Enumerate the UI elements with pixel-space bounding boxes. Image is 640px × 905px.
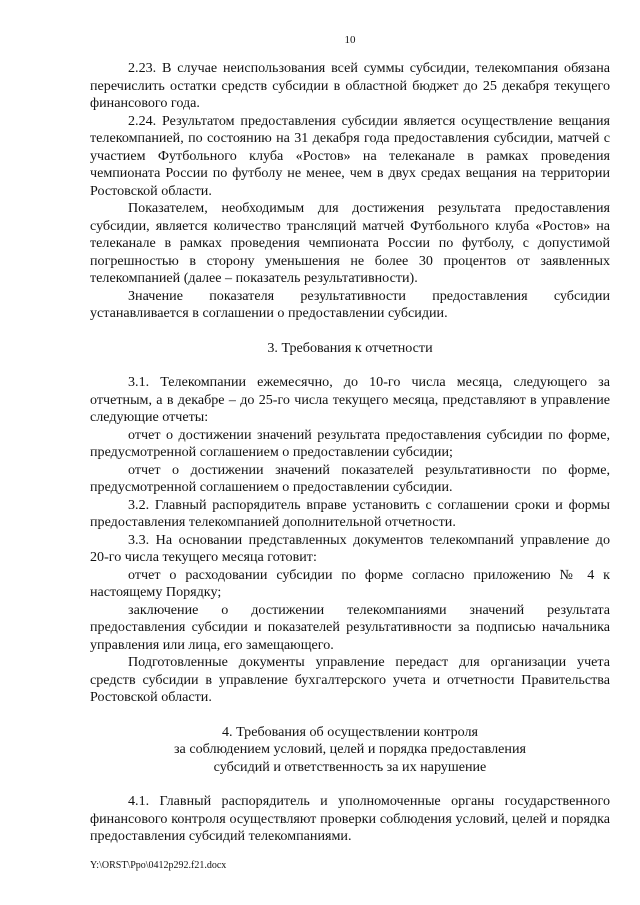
- footer-file-path: Y:\ORST\Ppo\0412p292.f21.docx: [90, 860, 227, 871]
- section-3-title: 3. Требования к отчетности: [267, 339, 433, 356]
- paragraph-indicator: Показателем, необходимым для достижения результата предоставления субсидии, является количество трансляций матчей Футбольного клуба «Ростов» на телеканале в рамках проведения чемпионата России по футболу, с допустимой погрешностью в сторону уменьшения не более 30 процентов от заявленных телекомпанией (далее – показатель результативности).: [90, 200, 610, 286]
- paragraph-indicator-value: Значение показателя результативности предоставления субсидии устанавливается в соглашении о предоставлении субсидии.: [90, 287, 610, 321]
- document-body: [90, 60, 610, 846]
- paragraph-4-1: 4.1. Главный распорядитель и уполномоченные органы государственного финансового контроля осуществляют проверки соблюдения условий, целей и порядка предоставления субсидий телекомпаниями.: [90, 793, 610, 844]
- paragraph-2-24: 2.24. Результатом предоставления субсидии является осуществление вещания телекомпанией, по состоянию на 31 декабря года предоставления субсидии, матчей с участием Футбольного клуба «Ростов» на телеканале в рамках проведения чемпионата России по футболу не менее, чем в двух средах вещания на территории Ростовской области.: [90, 112, 610, 199]
- section-4-title: [90, 724, 610, 777]
- paragraph-2-23: 2.23. В случае неиспользования всей суммы субсидии, телекомпания обязана перечислить остатки средств субсидии в областной бюджет до 25 декабря текущего финансового года.: [90, 60, 610, 111]
- paragraph-3-2: 3.2. Главный распорядитель вправе установить с соглашении сроки и формы предоставления телекомпанией дополнительной отчетности.: [90, 496, 610, 530]
- paragraph-prepared-documents: Подготовленные документы управление передаст для организации учета средств субсидии в управление бухгалтерского учета и отчетности Правительства Ростовской области.: [90, 654, 610, 705]
- paragraph-report-indicators: отчет о достижении значений показателей результативности по форме, предусмотренной соглашением о предоставлении субсидии.: [90, 461, 610, 495]
- page-number: 10: [344, 34, 356, 46]
- section-4-title-line-2: за соблюдением условий, целей и порядка предоставления: [173, 741, 526, 757]
- paragraph-3-1: 3.1. Телекомпании ежемесячно, до 10-го числа месяца, следующего за отчетным, а в декабре – до 25-го числа текущего месяца, представляют в управление следующие отчеты:: [90, 374, 610, 425]
- section-4-title-line-1: 4. Требования об осуществлении контроля: [221, 723, 478, 740]
- paragraph-report-result: отчет о достижении значений результата предоставления субсидии по форме, предусмотренной соглашением о предоставлении субсидии;: [90, 426, 610, 460]
- paragraph-3-3: 3.3. На основании представленных документов телекомпаний управление до 20-го числа текущего месяца готовит:: [90, 531, 610, 565]
- section-4-title-line-3: субсидий и ответственность за их нарушение: [213, 758, 487, 775]
- paragraph-expense-report: отчет о расходовании субсидии по форме согласно приложению № 4 к настоящему Порядку;: [90, 566, 610, 600]
- paragraph-conclusion: заключение о достижении телекомпаниями значений результата предоставления субсидии и показателей результативности за подписью начальника управления или лица, его замещающего.: [90, 601, 610, 653]
